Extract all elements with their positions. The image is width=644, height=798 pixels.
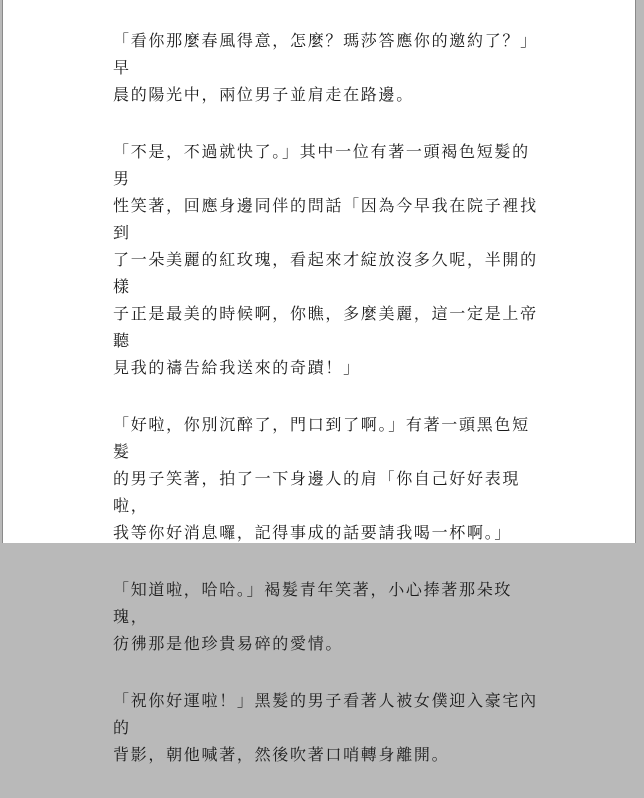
- paragraph-5: 「祝你好運啦！」黑髮的男子看著人被女僕迎入豪宅內的 背影，朝他喊著，然後吹著口哨轉身離開。: [113, 691, 538, 764]
- document-page: [2, 0, 636, 764]
- paragraph-2: 「不是，不過就快了。」其中一位有著一頭褐色短髮的男 性笑著，回應身邊同伴的問話「因為今早我在院子裡找到 了一朵美麗的紅玫瑰，看起來才綻放沒多久呢，半開的樣 子正是最美的時候啊，你瞧，多麼美麗，這一定是上帝聽 見我的禱告給我送來的奇蹟！」: [113, 142, 538, 377]
- paragraph-1: 「看你那麼春風得意，怎麼？瑪莎答應你的邀約了？」早 晨的陽光中，兩位男子並肩走在路邊。: [113, 31, 538, 104]
- paragraph-3: 「好啦，你別沉醉了，門口到了啊。」有著一頭黑色短髮 的男子笑著，拍了一下身邊人的肩「你自己好好表現啦， 我等你好消息囉，記得事成的話要請我喝一杯啊。」: [113, 415, 530, 542]
- paragraph-4: 「知道啦，哈哈。」褐髮青年笑著，小心捧著那朵玫瑰， 彷彿那是他珍貴易碎的愛情。: [113, 580, 513, 653]
- story-text: [113, 27, 541, 798]
